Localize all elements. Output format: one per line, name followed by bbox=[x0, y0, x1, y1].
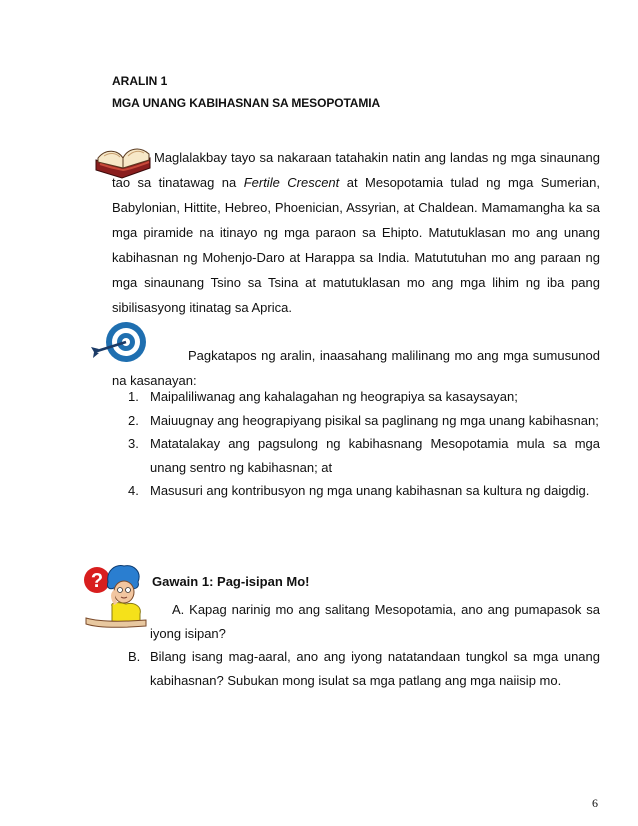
page-number: 6 bbox=[592, 796, 598, 810]
intro-paragraph bbox=[112, 145, 600, 320]
intro-text-part2: at Mesopotamia tulad ng mga Sumerian, Babylonian, Hittite, Hebreo, Phoenician, Assyrian, at Chaldean. Mamamangha ka sa mga piramide na itinayo ng mga paraon sa Ehipto. Matutuklasan mo ang unang kabihasnan ng Mohenjo-Daro at Harappa sa India. Matututuhan mo ang paraan ng mga sinaunang Tsino sa Tsina at matutuklasan mo ang mga lihim ng iba pang sibilisasyong itinatag sa Aprica. bbox=[112, 175, 601, 315]
objective-number: 2. bbox=[128, 412, 139, 428]
objectives-intro: Pagkatapos ng aralin, inaasahang malilinang mo ang mga sumusunod na kasanayan: bbox=[112, 348, 600, 388]
question-letter: B. bbox=[128, 649, 141, 664]
fertile-crescent-term: Fertile Crescent bbox=[243, 175, 340, 190]
objective-text: Maipaliliwanag ang kahalagahan ng heograpiya sa kasaysayan; bbox=[150, 389, 518, 404]
objective-item bbox=[128, 385, 600, 409]
objective-item bbox=[128, 409, 600, 433]
question-text: Kapag narinig mo ang salitang Mesopotamia, ano ang pumapasok sa iyong isipan? bbox=[150, 602, 600, 641]
objective-item bbox=[128, 479, 600, 503]
thinking-student-icon bbox=[80, 562, 152, 632]
svg-text:?: ? bbox=[90, 570, 104, 592]
question-text: Bilang isang mag-aaral, ano ang iyong natatandaan tungkol sa mga unang kabihasnan? Subukan mong isulat sa mga patlang ang mga naiisip mo. bbox=[150, 649, 600, 688]
objective-number: 1. bbox=[128, 389, 139, 404]
objective-item bbox=[128, 432, 600, 479]
activity-title: Gawain 1: Pag-isipan Mo! bbox=[152, 574, 310, 589]
objectives-list bbox=[128, 385, 600, 503]
objective-text: Maiuugnay ang heograpiyang pisikal sa paglinang ng mga unang kabihasnan; bbox=[150, 412, 599, 428]
lesson-number: ARALIN 1 bbox=[112, 74, 168, 88]
objective-number: 4. bbox=[128, 483, 139, 498]
intro-text-part1: Maglalakbay tayo sa nakaraan tatahakin natin ang landas ng mga sinaunang tao sa tinatawag na bbox=[112, 150, 600, 190]
activity-question bbox=[128, 645, 600, 692]
activity-questions bbox=[128, 598, 600, 692]
objective-text: Matatalakay ang pagsulong ng kabihasnang Mesopotamia mula sa mga unang sentro ng kabihasnan; at bbox=[150, 436, 600, 475]
objective-number: 3. bbox=[128, 436, 139, 451]
activity-question bbox=[150, 598, 600, 645]
objective-text: Masusuri ang kontribusyon ng mga unang kabihasnan sa kultura ng daigdig. bbox=[150, 483, 590, 498]
lesson-title: MGA UNANG KABIHASNAN SA MESOPOTAMIA bbox=[112, 96, 381, 110]
question-letter: A. bbox=[172, 602, 185, 617]
